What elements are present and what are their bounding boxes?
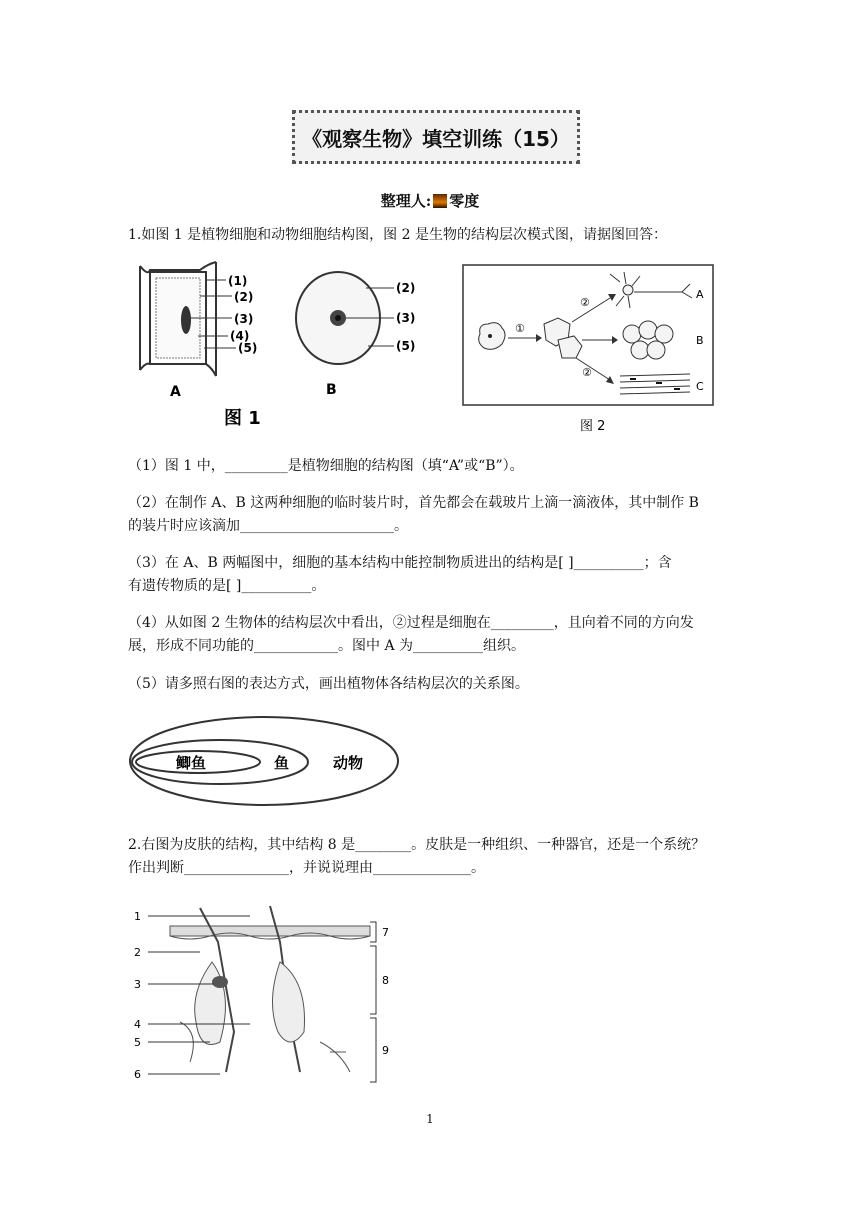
label-a2: (2) [234,290,254,304]
output-c: C [696,380,704,393]
plant-cell-a [140,262,236,376]
diagram-middle-label: 鱼 [274,754,290,772]
author-name: 零度 [449,192,480,210]
page-number: 1 [426,1112,434,1126]
q1-part3-line2: 有遗传物质的是[ ]__________。 [128,578,326,594]
title-box [292,110,580,164]
skin-label-5: 5 [134,1036,141,1049]
page-title: 《观察生物》填空训练（15） [302,126,570,151]
label-b3: (3) [396,311,416,325]
skin-label-1: 1 [134,910,141,923]
q1-part1: （1）图 1 中，_________是植物细胞的结构图（填“A”或“B”）。 [128,458,524,474]
q1-part4-line1: （4）从如图 2 生物体的结构层次中看出，②过程是细胞在_________，且向着不同的方向发 [128,615,694,631]
step-2a: ② [580,296,590,309]
skin-label-8: 8 [382,974,389,987]
q1-part4-line2: 展，形成不同功能的____________。图中 A 为__________组织。 [128,638,526,654]
label-b5: (5) [396,339,416,353]
cell-b-letter: B [326,382,337,398]
skin-label-2: 2 [134,946,141,959]
output-a: A [696,288,704,301]
skin-label-9: 9 [382,1044,389,1057]
skin-label-4: 4 [134,1018,141,1031]
diagram-outer-label: 动物 [333,754,364,772]
cell-a-letter: A [170,384,181,400]
q2-line1: 2.右图为皮肤的结构，其中结构 8 是________。皮肤是一种组织、一种器官，还是一个系统？ [128,837,706,853]
label-a4: (4) [230,329,250,343]
q1-part3-line1: （3）在 A、B 两幅图中，细胞的基本结构中能控制物质进出的结构是[ ]__________；含 [128,555,672,571]
author-label: 整理人: [380,192,432,210]
skin-label-3: 3 [134,978,141,991]
step-1: ① [515,322,525,335]
q1-part2-line1: （2）在制作 A、B 这两种细胞的临时装片时，首先都会在载玻片上滴一滴液体，其中制作 B [128,495,699,511]
figure-2 [460,262,730,440]
skin-figure [130,902,410,1088]
skin-label-7: 7 [382,926,389,939]
author-badge-icon [433,194,447,208]
step-2b: ② [582,366,592,379]
fig2-caption: 图 2 [580,419,606,434]
skin-label-6: 6 [134,1068,141,1081]
label-a3: (3) [234,312,254,326]
figure-1 [128,258,448,438]
hierarchy-diagram [128,712,408,810]
label-b2: (2) [396,281,416,295]
q1-intro: 1.如图 1 是植物细胞和动物细胞结构图，图 2 是生物的结构层次模式图，请据图回答： [128,227,667,243]
fig1-caption: 图 1 [224,408,261,429]
q2-line2: 作出判断_______________，并说说理由______________。 [128,860,485,876]
output-b: B [696,334,704,347]
q1-part2-line2: 的装片时应该滴加______________________。 [128,518,408,534]
diagram-inner-label: 鲫鱼 [176,754,207,772]
author-line [0,190,860,211]
label-a1: (1) [228,274,248,288]
label-a5: (5) [238,341,258,355]
q1-part5: （5）请多照右图的表达方式，画出植物体各结构层次的关系图。 [128,676,529,692]
animal-cell-b [296,272,394,364]
